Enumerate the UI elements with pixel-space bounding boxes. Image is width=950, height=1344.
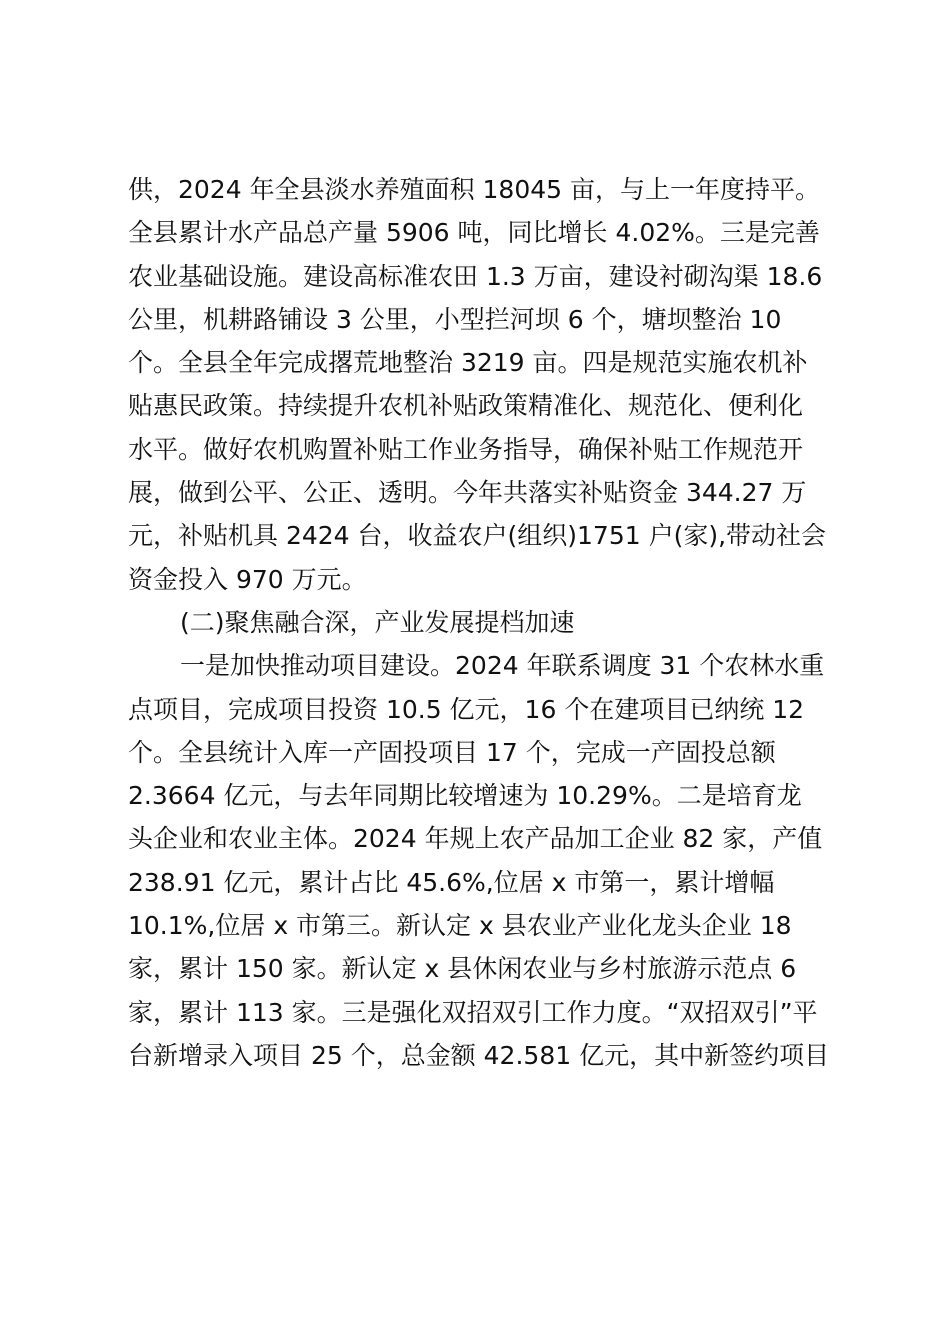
text-line: 台新增录入项目 25 个，总金额 42.581 亿元，其中新签约项目 [128,1040,830,1070]
text-line: 家，累计 113 家。三是强化双招双引工作力度。“双招双引”平 [128,997,818,1027]
section-heading: (二)聚焦融合深，产业发展提档加速 [180,607,575,637]
text-line: 个。全县全年完成撂荒地整治 3219 亩。四是规范实施农机补 [128,348,808,378]
text-line: 全县累计水产品总产量 5906 吨，同比增长 4.02%。三是完善 [128,218,820,248]
text-line: 公里，机耕路铺设 3 公里，小型拦河坝 6 个，塘坝整治 10 [128,304,782,334]
text-line: 资金投入 970 万元。 [128,564,367,594]
text-line: 个。全县统计入库一产固投项目 17 个，完成一产固投总额 [128,737,776,767]
text-line: 贴惠民政策。持续提升农机补贴政策精准化、规范化、便利化 [128,391,804,421]
text-line: 家，累计 150 家。新认定 x 县休闲农业与乡村旅游示范点 6 [128,954,797,984]
text-line: 元，补贴机具 2424 台，收益农户(组织)1751 户(家),带动社会 [128,521,827,551]
text-line: 10.1%,位居 x 市第三。新认定 x 县农业产业化龙头企业 18 [128,911,792,941]
paragraph-start-line: 一是加快推动项目建设。2024 年联系调度 31 个农林水重 [180,651,825,681]
body-text [128,168,838,1077]
text-line: 展，做到公平、公正、透明。今年共落实补贴资金 344.27 万 [128,478,807,508]
text-line: 238.91 亿元，累计占比 45.6%,位居 x 市第一，累计增幅 [128,867,775,897]
text-line: 头企业和农业主体。2024 年规上农产品加工企业 82 家，产值 [128,824,823,854]
text-line: 水平。做好农机购置补贴工作业务指导，确保补贴工作规范开 [128,434,804,464]
text-line: 农业基础设施。建设高标准农田 1.3 万亩，建设衬砌沟渠 18.6 [128,261,823,291]
text-line: 2.3664 亿元，与去年同期比较增速为 10.29%。二是培育龙 [128,781,802,811]
text-line: 点项目，完成项目投资 10.5 亿元，16 个在建项目已纳统 12 [128,694,805,724]
text-line: 供，2024 年全县淡水养殖面积 18045 亩，与上一年度持平。 [128,175,820,204]
